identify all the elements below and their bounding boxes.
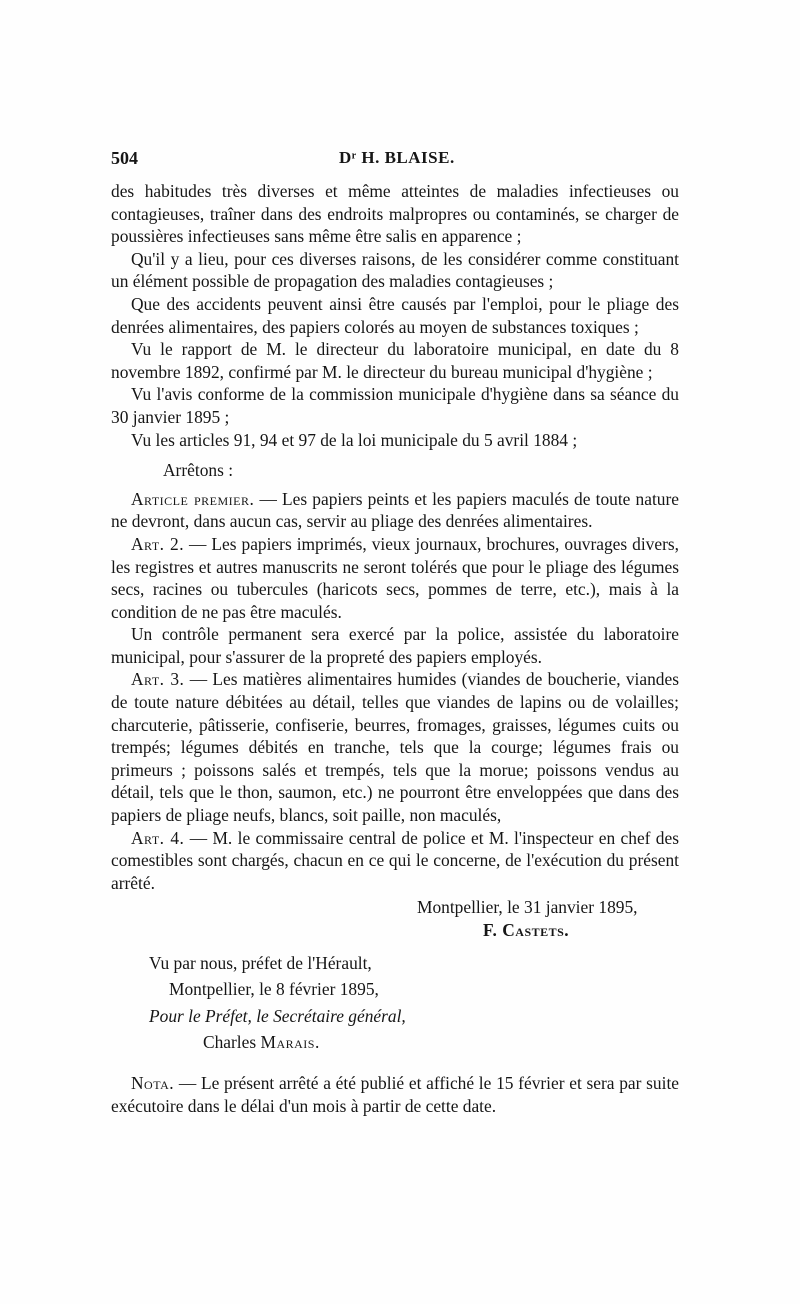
running-head bbox=[111, 148, 681, 170]
article-2 bbox=[111, 533, 679, 623]
page-number: 504 bbox=[111, 148, 138, 168]
approval-line: Vu par nous, préfet de l'Hérault, bbox=[149, 952, 372, 973]
article-text: — Les papiers imprimés, vieux journaux, brochures, ouvrages divers, les registres et autres manuscrits ne seront tolérés que pour le pliage des légumes secs, racines ou tubercules (haricots secs, pommes de terre, etc.), mais à la condition de ne pas être maculés. bbox=[111, 533, 679, 622]
body-text bbox=[111, 180, 679, 1117]
article-3 bbox=[111, 668, 679, 826]
article-label: Art. 2. bbox=[131, 533, 185, 554]
article-label: Article premier. bbox=[131, 488, 255, 509]
paragraph: Que des accidents peuvent ainsi être causés par l'emploi, pour le pliage des denrées alimentaires, des papiers colorés au moyen de substances toxiques ; bbox=[111, 293, 679, 337]
article-4 bbox=[111, 827, 679, 895]
paragraph: Vu le rapport de M. le directeur du laboratoire municipal, en date du 8 novembre 1892, confirmé par M. le directeur du bureau municipal d'hygiène ; bbox=[111, 339, 679, 382]
signatory-first-name: Charles bbox=[203, 1032, 261, 1053]
approval-role: Pour le Préfet, le Secrétaire général, bbox=[149, 1005, 406, 1026]
running-head-author: Dʳ H. BLAISE. bbox=[339, 148, 455, 167]
prefect-approval bbox=[111, 952, 679, 1054]
paragraph: Vu l'avis conforme de la commission municipale d'hygiène dans sa séance du 30 janvier 1895 ; bbox=[111, 384, 679, 427]
article-label: Art. 4. bbox=[131, 827, 185, 848]
nota bbox=[111, 1072, 679, 1117]
article-1 bbox=[111, 488, 679, 533]
article-text: — M. le commissaire central de police et M. l'inspecteur en chef des comestibles sont chargés, chacun en ce qui le concerne, de l'exécution du présent arrêté. bbox=[111, 827, 679, 893]
paragraph: Un contrôle permanent sera exercé par la police, assistée du laboratoire municipal, pour s'assurer de la propreté des papiers employés. bbox=[111, 624, 679, 667]
place-date: Montpellier, le 31 janvier 1895, bbox=[417, 897, 638, 918]
signatory-last-name: Marais. bbox=[260, 1032, 320, 1053]
article-text: — Les papiers peints et les papiers maculés de toute nature ne devront, dans aucun cas, servir au pliage des denrées alimentaires. bbox=[111, 488, 679, 532]
nota-label: Nota. bbox=[131, 1072, 175, 1093]
signature: F. Castets. bbox=[483, 920, 570, 940]
paragraph: Vu les articles 91, 94 et 97 de la loi municipale du 5 avril 1884 ; bbox=[131, 429, 578, 450]
article-label: Art. 3. bbox=[131, 669, 185, 690]
article-text: — Les matières alimentaires humides (viandes de boucherie, viandes de toute nature débitées au détail, telles que viandes de lapins ou de volailles; charcuterie, pâtisserie, confiserie, beurres, fromages, graisses, légumes cuits ou trempés; légumes débités en tranche, tels que la courge; légumes frais ou primeurs ; poissons salés et trempés, tels que la morue; poissons vendus au détail, tels que le thon, saumon, etc.) ne pourront être enveloppées que dans des papiers de pliage neufs, blancs, soit paille, non maculés, bbox=[111, 669, 679, 826]
paragraph: des habitudes très diverses et même atteintes de maladies infectieuses ou contagieuses, traîner dans des endroits malpropres ou contaminés, se charger de poussières infectieuses sans même être salis en apparence ; bbox=[111, 181, 679, 247]
nota-text: — Le présent arrêté a été publié et affiché le 15 février et sera par suite exécutoire dans le délai d'un mois à partir de cette date. bbox=[111, 1072, 679, 1116]
approval-date: Montpellier, le 8 février 1895, bbox=[169, 979, 379, 1000]
arretons-heading: Arrêtons : bbox=[163, 460, 234, 481]
paragraph: Qu'il y a lieu, pour ces diverses raisons, de les considérer comme constituant un élément possible de propagation des maladies contagieuses ; bbox=[111, 248, 679, 292]
approval-signatory bbox=[149, 1031, 679, 1054]
